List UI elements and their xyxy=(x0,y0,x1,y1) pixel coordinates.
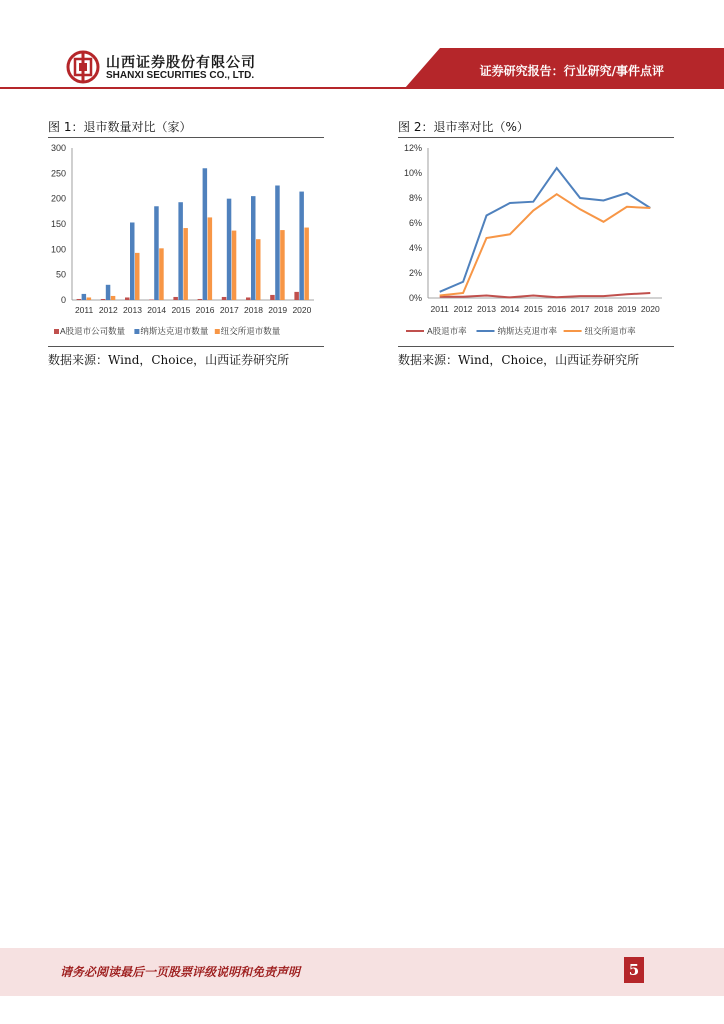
legend-swatch xyxy=(134,329,139,334)
bar xyxy=(159,248,164,300)
legend-label: 纽交所退市率 xyxy=(584,326,636,336)
figure2-bottom-rule xyxy=(398,346,674,347)
figure1-title: 图 1：退市数量对比（家） xyxy=(48,120,192,134)
bar xyxy=(256,239,261,300)
bar xyxy=(149,299,154,300)
bar xyxy=(294,292,299,300)
y-tick-label: 6% xyxy=(408,218,422,228)
legend-swatch xyxy=(215,329,220,334)
page-number: 5 xyxy=(624,957,644,983)
x-tick-label: 2017 xyxy=(570,304,590,314)
x-tick-label: 2015 xyxy=(171,305,191,315)
y-tick-label: 10% xyxy=(403,168,422,178)
series-line xyxy=(440,194,651,295)
y-tick-label: 50 xyxy=(55,269,66,280)
legend-label: 纳斯达克退市数量 xyxy=(140,326,209,336)
x-tick-label: 2011 xyxy=(430,304,449,314)
bar xyxy=(299,192,304,300)
bar xyxy=(222,297,227,300)
company-name-en: SHANXI SECURITIES CO., LTD. xyxy=(106,70,255,81)
y-tick-label: 8% xyxy=(408,193,422,203)
y-tick-label: 0 xyxy=(60,295,66,305)
y-tick-label: 250 xyxy=(50,168,66,179)
figure1-bottom-rule xyxy=(48,346,324,347)
x-tick-label: 2018 xyxy=(594,304,613,314)
x-tick-label: 2012 xyxy=(453,304,473,314)
bar xyxy=(106,285,111,300)
x-tick-label: 2020 xyxy=(640,304,660,314)
x-tick-label: 2017 xyxy=(219,305,239,315)
bar xyxy=(251,196,256,300)
figure2-source: 数据来源：Wind，Choice，山西证券研究所 xyxy=(398,353,640,367)
x-tick-label: 2019 xyxy=(617,304,637,314)
figure2-line-chart xyxy=(392,140,682,346)
x-tick-label: 2014 xyxy=(500,304,520,314)
y-tick-label: 200 xyxy=(50,193,66,204)
y-tick-label: 150 xyxy=(50,219,66,229)
y-tick-label: 300 xyxy=(50,143,66,153)
bar xyxy=(82,294,87,300)
bar xyxy=(111,296,116,300)
y-tick-label: 100 xyxy=(50,244,66,255)
bar xyxy=(87,297,92,300)
footer-disclaimer: 请务必阅读最后一页股票评级说明和免责声明 xyxy=(60,965,301,979)
legend-label: 纽交所退市数量 xyxy=(220,326,281,336)
bar xyxy=(125,297,130,300)
company-name-cn: 山西证券股份有限公司 xyxy=(106,55,256,71)
bar xyxy=(246,297,251,300)
legend-swatch xyxy=(54,329,59,334)
bar xyxy=(275,185,280,300)
x-tick-label: 2011 xyxy=(74,305,94,315)
report-type: 证券研究报告：行业研究/事件点评 xyxy=(479,64,664,78)
bar xyxy=(173,297,178,300)
legend-label: 纳斯达克退市率 xyxy=(497,326,558,336)
x-tick-label: 2016 xyxy=(195,305,215,315)
bar xyxy=(280,230,285,300)
y-tick-label: 2% xyxy=(408,268,422,278)
x-tick-label: 2020 xyxy=(292,305,312,315)
header-banner xyxy=(0,0,724,100)
y-tick-label: 12% xyxy=(403,143,422,153)
bar xyxy=(101,299,106,300)
bar xyxy=(77,299,82,300)
x-tick-label: 2014 xyxy=(147,305,167,315)
bar xyxy=(232,231,237,300)
figure1-source: 数据来源：Wind，Choice，山西证券研究所 xyxy=(48,353,290,367)
x-tick-label: 2016 xyxy=(547,304,567,314)
x-tick-label: 2018 xyxy=(244,305,263,315)
bar xyxy=(198,299,203,300)
bar xyxy=(183,228,188,300)
x-tick-label: 2013 xyxy=(477,304,496,314)
figure1-bar-chart xyxy=(40,140,330,346)
bar xyxy=(154,206,159,300)
legend-label: A股退市率 xyxy=(427,326,467,336)
bar xyxy=(270,295,275,300)
x-tick-label: 2013 xyxy=(123,305,142,315)
series-line xyxy=(440,293,651,297)
x-tick-label: 2012 xyxy=(98,305,118,315)
legend-label: A股退市公司数量 xyxy=(60,326,126,336)
bar xyxy=(304,228,309,300)
figure2-title: 图 2：退市率对比（%） xyxy=(398,120,529,134)
bar xyxy=(227,199,232,300)
figure2-top-rule xyxy=(398,137,674,138)
bar xyxy=(208,217,213,300)
y-tick-label: 4% xyxy=(408,243,422,253)
x-tick-label: 2019 xyxy=(268,305,288,315)
page-header xyxy=(0,0,724,100)
bar xyxy=(130,222,135,300)
bar xyxy=(135,253,140,300)
x-tick-label: 2015 xyxy=(523,304,543,314)
y-tick-label: 0% xyxy=(408,293,422,303)
figure1-top-rule xyxy=(48,137,324,138)
bar xyxy=(203,168,208,300)
bar xyxy=(178,202,183,300)
